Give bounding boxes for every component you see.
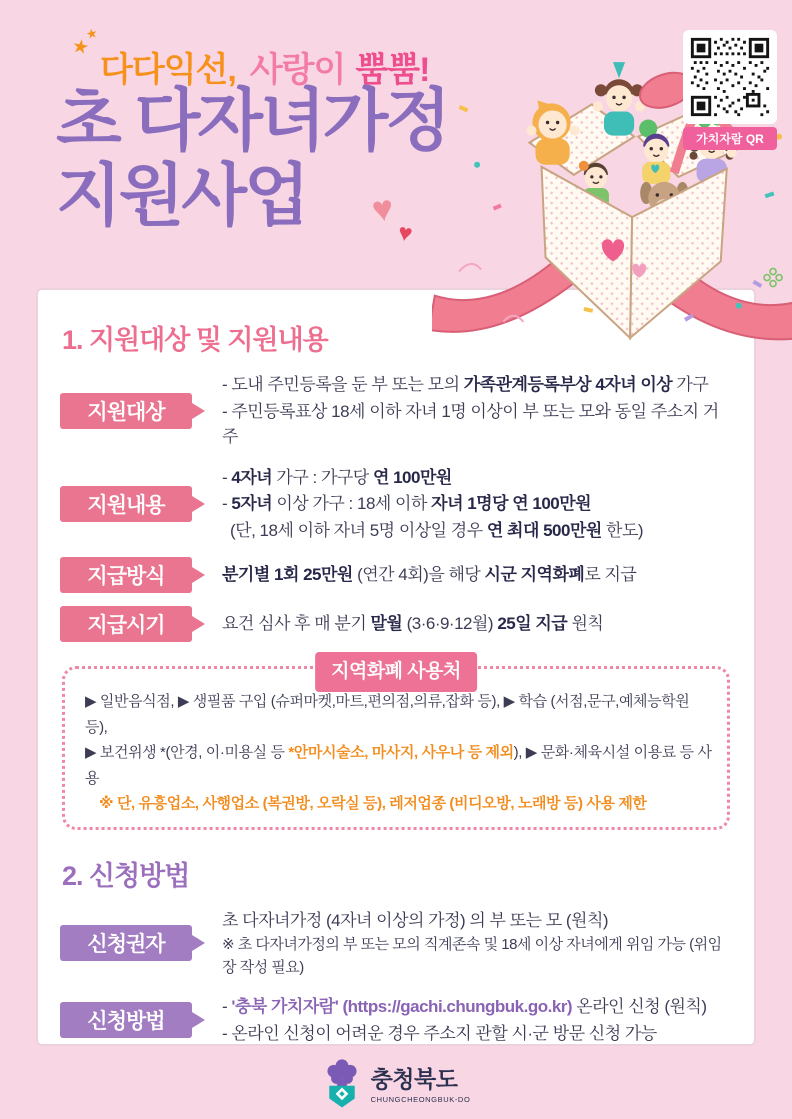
seg: - 도내 주민등록을 둔 부 또는 모의 [222, 375, 464, 394]
label-badge: 지원내용 [60, 486, 192, 522]
text-line [222, 934, 732, 979]
text-line [222, 611, 603, 637]
text-line [85, 740, 713, 791]
qr-label: 가치자람 QR [683, 127, 777, 150]
seg: - 주민등록표상 18세 이하 자녀 1명 이상이 부 또는 모와 동일 주소지 거주 [222, 401, 719, 446]
seg-bold: 연 100만원 [372, 467, 452, 487]
support-detail-row [60, 464, 732, 545]
seg: (단, 18세 이하 자녀 5명 이상일 경우 [230, 520, 487, 540]
org-name: 충청북도 [370, 1066, 458, 1092]
tagline-word: 사랑이 [249, 51, 346, 89]
text-line [85, 689, 713, 740]
seg: - [222, 494, 232, 513]
text-line [222, 1021, 707, 1047]
applicant-row [60, 907, 732, 981]
seg: 한도) [601, 520, 644, 540]
seg: 요건 심사 후 매 분기 [222, 614, 371, 634]
payment-timing-row [60, 606, 732, 642]
section1-title: 1. 지원대상 및 지원내용 [62, 325, 328, 355]
text-line [222, 491, 643, 517]
seg: 로 지급 [584, 565, 637, 585]
usage-box-title: 지역화폐 사용처 [315, 652, 477, 692]
label-badge: 신청권자 [60, 925, 192, 961]
tagline-word: 다다익선, [100, 51, 236, 89]
label-badge: 지급시기 [60, 606, 192, 642]
seg: 이상 가구 : 18세 이하 [272, 494, 432, 513]
heart-icon: ♥ [395, 218, 415, 249]
local-currency-usage-box [62, 661, 730, 830]
seg: (3·6·9·12월) [402, 614, 498, 634]
heart-icon: ♥ [369, 186, 397, 231]
content-card [36, 288, 756, 1046]
seg: ), ▶ 문화·체육시설 이용료 등 사용 [85, 744, 712, 787]
seg-bold: 말월 [370, 614, 403, 634]
payment-method-row [60, 557, 732, 593]
seg: ※ 초 다자녀가정의 부 또는 모의 직계존속 및 18세 이상 자녀에게 위임 가능 (위임장 작성 필요) [222, 936, 722, 976]
seg-link: '충북 가치자람' (https://gachi.chungbuk.go.kr) [231, 997, 573, 1016]
org-logo [322, 1057, 471, 1109]
tagline-word: 뿜뿜! [355, 51, 430, 89]
seg: - [222, 467, 232, 487]
text-line [222, 994, 707, 1020]
star-icon: ★ [70, 35, 91, 60]
seg: 온라인 신청 (원칙) [572, 997, 707, 1016]
text-line [222, 518, 643, 544]
seg-bold: 5자녀 [231, 494, 273, 513]
seg: 원칙 [567, 614, 604, 634]
star-icon: ★ [84, 24, 99, 43]
seg: 가구 [672, 375, 709, 394]
seg: (연간 4회)을 해당 [352, 565, 485, 585]
seg: - [222, 997, 232, 1016]
label-badge: 지원대상 [60, 393, 192, 429]
apply-method-row [60, 993, 732, 1046]
support-target-row [60, 371, 732, 451]
seg-bold: 연 최대 500만원 [486, 520, 602, 540]
seg-warning: *안마시술소, 마사지, 사우나 등 제외 [288, 744, 514, 761]
label-badge: 지급방식 [60, 557, 192, 593]
seg-bold: 가족관계등록부상 4자녀 이상 [463, 375, 673, 394]
seg: 가구 : 가구당 [272, 467, 373, 487]
poster-title-line1: 초 다자녀가정 [56, 83, 449, 159]
seg-bold: 자녀 1명당 연 100만원 [431, 494, 592, 513]
text-line [222, 908, 732, 934]
text-line [222, 399, 732, 450]
poster-title-line2: 지원사업 [56, 157, 307, 234]
seg: ▶ 보건위생 *(안경, 이·미용실 등 [85, 744, 289, 761]
footer [0, 1046, 792, 1119]
label-badge: 신청방법 [60, 1002, 192, 1038]
chungbuk-logo-mark [322, 1057, 362, 1109]
text-line [85, 791, 713, 817]
section2-title: 2. 신청방법 [62, 860, 190, 891]
seg-bold: 25일 지급 [497, 614, 568, 634]
seg-bold: 시군 지역화폐 [484, 565, 585, 585]
org-name-english: CHUNGCHEONGBUK-DO [370, 1095, 471, 1104]
seg-bold: 4자녀 [231, 467, 273, 487]
seg-bold: 분기별 1회 25만원 [222, 565, 353, 585]
seg: ▶ 일반음식점, ▶ 생필품 구입 (슈퍼마켓,마트,편의점,의류,잡화 등), ▶ 학습 (서점,문구,예체능학원 등), [85, 693, 690, 736]
text-line [222, 465, 643, 491]
text-line [222, 562, 636, 588]
seg-warning: ※ 단, 유흥업소, 사행업소 (복권방, 오락실 등), 레저업종 (비디오방, 노래방 등) 사용 제한 [99, 795, 647, 812]
seg: - 온라인 신청이 어려운 경우 주소지 관할 시·군 방문 신청 가능 [222, 1023, 657, 1043]
seg: 초 다자녀가정 (4자녀 이상의 가정) 의 부 또는 모 (원칙) [222, 910, 609, 930]
qr-code-image [683, 30, 777, 124]
qr-block [683, 30, 777, 150]
text-line [222, 372, 732, 398]
